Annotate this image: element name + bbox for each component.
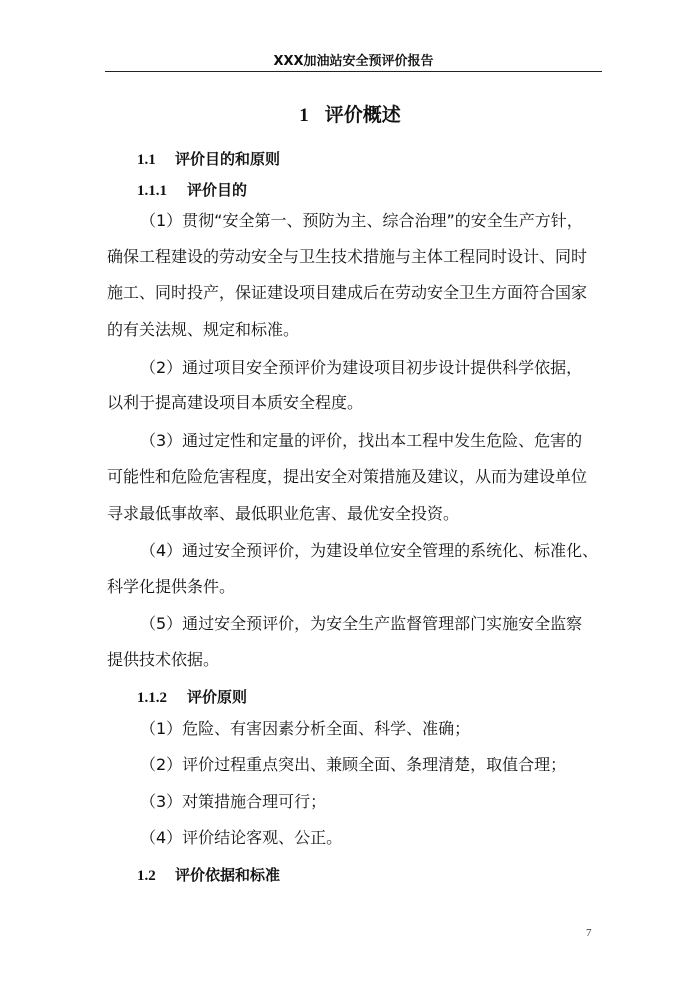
section-title: 评价原则 bbox=[187, 688, 248, 706]
section-number: 1.1.1 bbox=[137, 183, 167, 199]
text-line: 确保工程建设的劳动安全与卫生技术措施与主体工程同时设计、同时 bbox=[107, 247, 588, 266]
chapter-number: 1 bbox=[299, 105, 309, 126]
text-line: （3）通过定性和定量的评价，找出本工程中发生危险、危害的 bbox=[140, 431, 583, 450]
text-line: （4）通过安全预评价，为建设单位安全管理的系统化、标准化、 bbox=[140, 541, 599, 560]
section-heading-1-1 bbox=[137, 148, 280, 169]
text-line: （5）通过安全预评价，为安全生产监督管理部门实施安全监察 bbox=[140, 614, 583, 633]
text-line: （1）危险、有害因素分析全面、科学、准确； bbox=[140, 719, 471, 738]
chapter-title: 评价概述 bbox=[324, 104, 401, 126]
subsection-heading-1-1-2 bbox=[137, 686, 247, 707]
running-header: XXX加油站安全预评价报告 bbox=[273, 54, 434, 69]
section-title: 评价目的 bbox=[187, 181, 248, 199]
text-line: 的有关法规、规定和标准。 bbox=[107, 320, 300, 339]
section-heading-1-2 bbox=[137, 864, 280, 885]
section-number: 1.1.2 bbox=[137, 690, 167, 706]
page-number: 7 bbox=[586, 927, 592, 939]
text-line: 科学化提供条件。 bbox=[107, 577, 236, 596]
text-line: （2）通过项目安全预评价为建设项目初步设计提供科学依据， bbox=[140, 358, 583, 377]
section-title: 评价依据和标准 bbox=[175, 866, 281, 884]
chapter-heading bbox=[0, 100, 700, 127]
text-line: （4）评价结论客观、公正。 bbox=[140, 828, 343, 847]
text-line: （2）评价过程重点突出、兼顾全面、条理清楚，取值合理； bbox=[140, 755, 567, 774]
text-line: 施工、同时投产，保证建设项目建成后在劳动安全卫生方面符合国家 bbox=[107, 283, 588, 302]
section-number: 1.2 bbox=[137, 868, 156, 884]
text-line: 可能性和危险危害程度，提出安全对策措施及建议，从而为建设单位 bbox=[107, 467, 588, 486]
subsection-heading-1-1-1 bbox=[137, 179, 247, 200]
section-title: 评价目的和原则 bbox=[175, 150, 281, 168]
section-number: 1.1 bbox=[137, 152, 156, 168]
text-line: （3）对策措施合理可行； bbox=[140, 792, 327, 811]
text-line: 寻求最低事故率、最低职业危害、最优安全投资。 bbox=[107, 504, 460, 523]
text-line: （1）贯彻“安全第一、预防为主、综合治理”的安全生产方针， bbox=[140, 211, 583, 230]
text-line: 提供技术依据。 bbox=[107, 650, 220, 669]
header-rule bbox=[105, 71, 602, 72]
text-line: 以利于提高建设项目本质安全程度。 bbox=[107, 393, 364, 412]
